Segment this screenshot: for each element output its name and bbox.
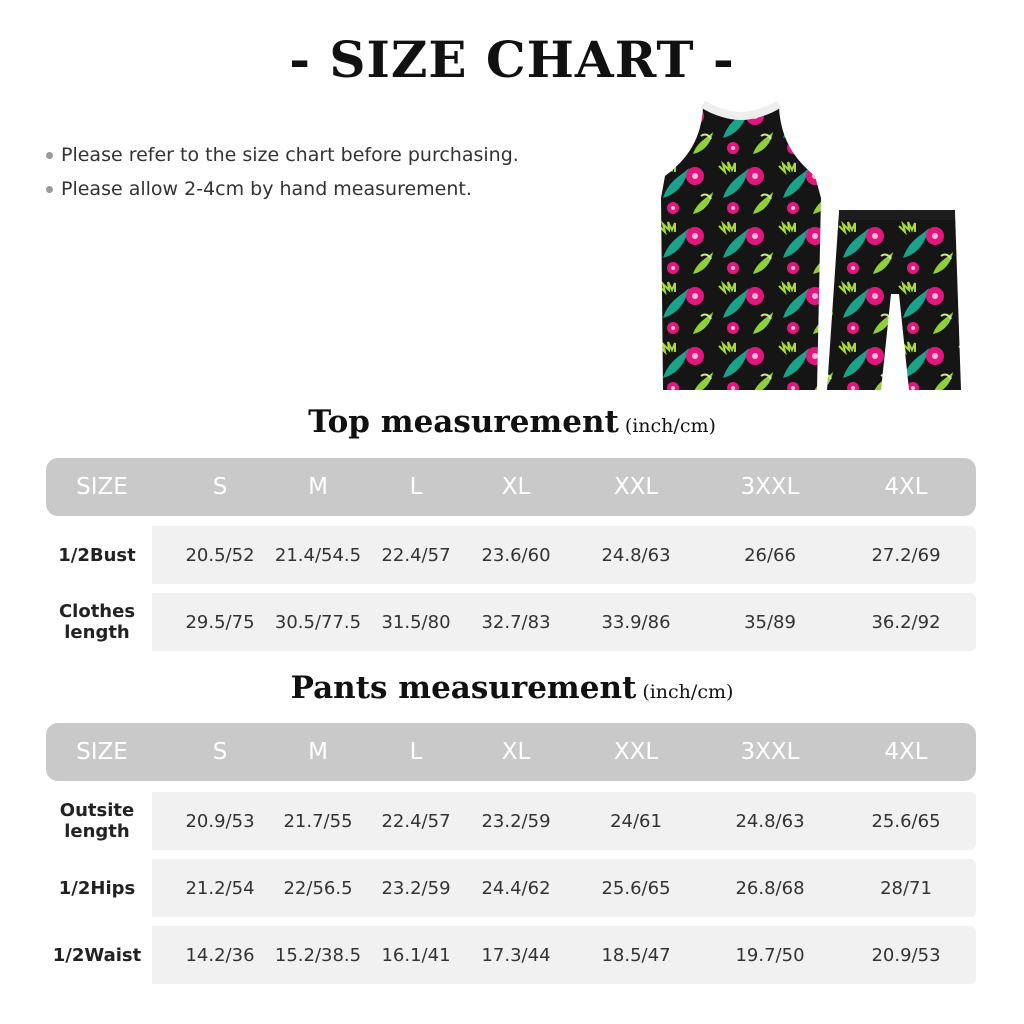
value-cell: 33.9/86 — [601, 611, 671, 633]
row-divider — [148, 593, 152, 651]
value-cell: 36.2/92 — [871, 611, 941, 633]
row-divider — [148, 926, 152, 984]
value-cell: 26.8/68 — [735, 877, 805, 899]
value-cell: 24.4/62 — [481, 877, 551, 899]
pants-title-text: Pants measurement — [290, 670, 637, 706]
top-unit-text: (inch/cm) — [624, 415, 716, 437]
header-cell: SIZE — [76, 739, 128, 765]
pants-unit-text: (inch/cm) — [642, 681, 734, 703]
bullet-icon — [46, 186, 53, 193]
table-row — [46, 859, 976, 917]
value-cell: 21.7/55 — [283, 810, 353, 832]
bullet-icon — [46, 152, 53, 159]
value-cell: 18.5/47 — [601, 944, 671, 966]
row-label: 1/2Hips — [46, 859, 148, 917]
row-divider — [148, 859, 152, 917]
table-row — [46, 526, 976, 584]
row-label: Clothes length — [46, 593, 148, 651]
note-text: Please allow 2-4cm by hand measurement. — [61, 178, 472, 200]
value-cell: 15.2/38.5 — [274, 944, 362, 966]
notes-list — [46, 138, 519, 206]
value-cell: 23.2/59 — [381, 877, 451, 899]
product-image — [655, 98, 965, 398]
page-title: - SIZE CHART - — [289, 30, 735, 89]
top-title-text: Top measurement — [308, 404, 619, 440]
top-section-title — [0, 404, 1024, 440]
value-cell: 35/89 — [744, 611, 796, 633]
value-cell: 22.4/57 — [381, 544, 451, 566]
value-cell: 24.8/63 — [601, 544, 671, 566]
value-cell: 27.2/69 — [871, 544, 941, 566]
value-cell: 32.7/83 — [481, 611, 551, 633]
value-cell: 17.3/44 — [481, 944, 551, 966]
value-cell: 22.4/57 — [381, 810, 451, 832]
value-cell: 24.8/63 — [735, 810, 805, 832]
value-cell: 25.6/65 — [601, 877, 671, 899]
table-row — [46, 792, 976, 850]
table-row — [46, 926, 976, 984]
row-divider — [148, 792, 152, 850]
header-cell: L — [409, 474, 423, 500]
header-cell: M — [308, 474, 328, 500]
header-cell: 4XL — [884, 474, 928, 500]
header-cell: M — [308, 739, 328, 765]
table-row — [46, 593, 976, 651]
value-cell: 30.5/77.5 — [274, 611, 362, 633]
value-cell: 29.5/75 — [185, 611, 255, 633]
note-item — [46, 172, 519, 206]
value-cell: 20.9/53 — [185, 810, 255, 832]
header-cell: 3XXL — [740, 739, 800, 765]
header-cell: XL — [501, 474, 531, 500]
header-cell: S — [212, 474, 228, 500]
pants-header-row — [46, 723, 976, 781]
value-cell: 26/66 — [744, 544, 796, 566]
value-cell: 23.6/60 — [481, 544, 551, 566]
value-cell: 22/56.5 — [283, 877, 353, 899]
header-cell: S — [212, 739, 228, 765]
value-cell: 28/71 — [880, 877, 932, 899]
header-cell: SIZE — [76, 474, 128, 500]
value-cell: 14.2/36 — [185, 944, 255, 966]
header-cell: XL — [501, 739, 531, 765]
header-cell: XXL — [613, 739, 659, 765]
value-cell: 21.2/54 — [185, 877, 255, 899]
value-cell: 19.7/50 — [735, 944, 805, 966]
value-cell: 20.5/52 — [185, 544, 255, 566]
value-cell: 21.4/54.5 — [274, 544, 362, 566]
row-label: Outsite length — [46, 792, 148, 850]
value-cell: 20.9/53 — [871, 944, 941, 966]
top-header-row — [46, 458, 976, 516]
header-cell: 4XL — [884, 739, 928, 765]
value-cell: 16.1/41 — [381, 944, 451, 966]
row-divider — [148, 526, 152, 584]
value-cell: 23.2/59 — [481, 810, 551, 832]
note-item — [46, 138, 519, 172]
row-label: 1/2Bust — [46, 526, 148, 584]
header-cell: L — [409, 739, 423, 765]
pants-section-title — [0, 670, 1024, 706]
note-text: Please refer to the size chart before purchasing. — [61, 144, 519, 166]
value-cell: 25.6/65 — [871, 810, 941, 832]
value-cell: 24/61 — [610, 810, 662, 832]
value-cell: 31.5/80 — [381, 611, 451, 633]
row-label: 1/2Waist — [46, 926, 148, 984]
header-cell: 3XXL — [740, 474, 800, 500]
header-cell: XXL — [613, 474, 659, 500]
